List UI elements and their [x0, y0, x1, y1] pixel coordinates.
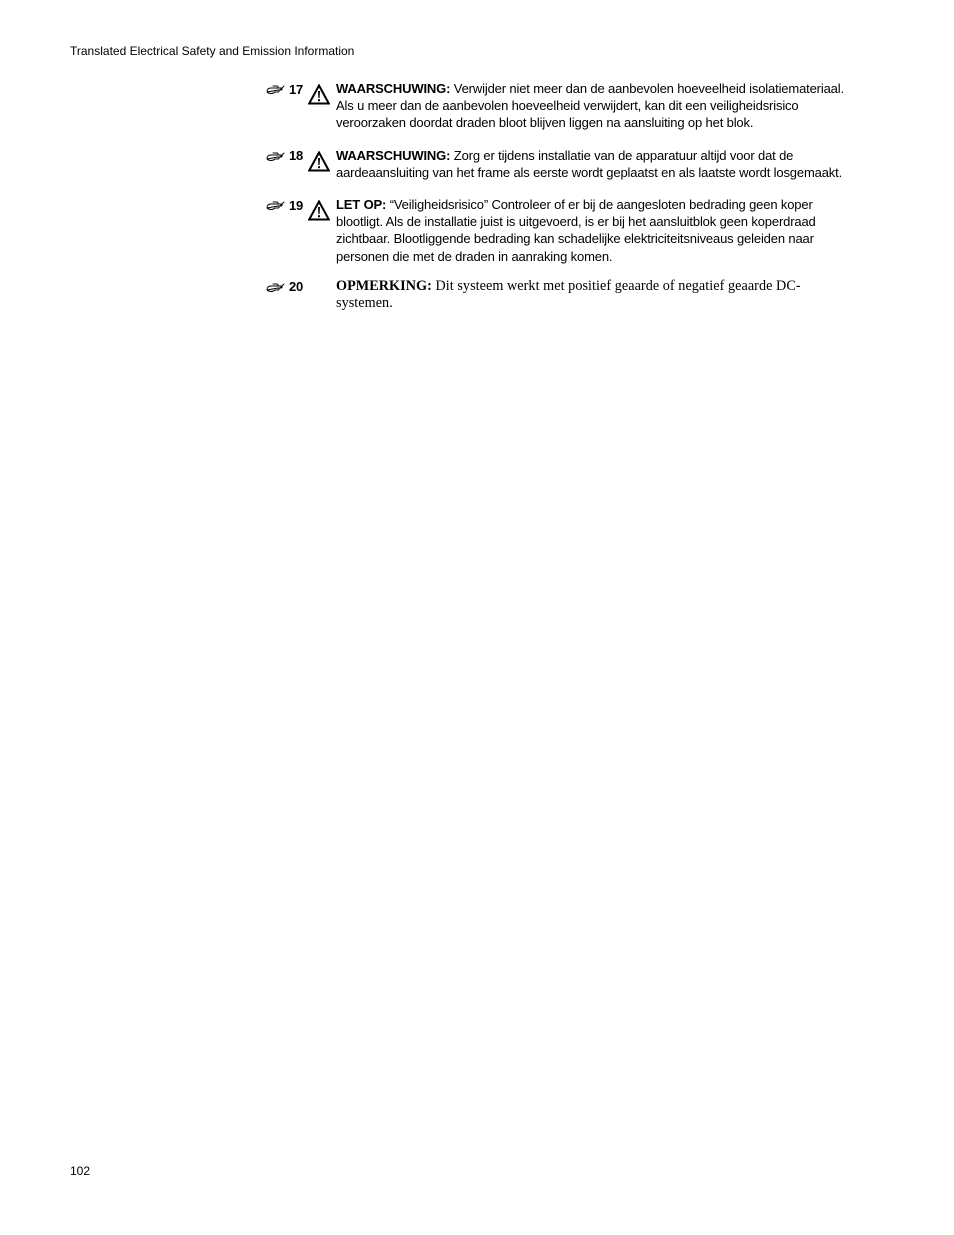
safety-notice-17: [266, 80, 846, 132]
entry-number: 19: [289, 197, 304, 213]
notice-body: Zorg er tijdens installatie van de apparatuur altijd voor dat de aardeaansluiting van het frame als eerste wordt geplaatst en als laatste wordt losgemaakt.: [336, 147, 843, 180]
entry-number: 20: [289, 279, 304, 295]
notice-body: Verwijder niet meer dan de aanbevolen hoeveelheid isolatiemateriaal. Als u meer dan de aanbevolen hoeveelheid verwijdert, kan dit een veiligheidsrisico veroorzaken doordat draden bloot blijven liggen na aansluiting op het blok.: [336, 81, 844, 131]
entry-marker: [266, 81, 306, 97]
entry-text: [336, 278, 846, 312]
entry-text: [336, 80, 846, 132]
notice-label: WAARSCHUWING:: [336, 81, 451, 96]
notice-body: Dit systeem werkt met positief geaarde of negatief geaarde DC-systemen.: [336, 277, 801, 311]
page-number: 102: [70, 1164, 91, 1178]
entry-marker: [266, 148, 306, 164]
notice-body: “Veiligheidsrisico” Controleer of er bij de aangesloten bedrading geen koper blootligt. Als de installatie juist is uitgevoerd, is er bij het aansluitblok geen koperdraad zichtbaar. Blootliggende bedrading kan schadelijke elektriciteitsniveaus geleiden naar personen die met de draden in aanraking komen.: [336, 197, 816, 264]
safety-notice-19: [266, 196, 846, 265]
pointing-hand-icon: [266, 199, 286, 211]
warning-triangle-icon: [308, 200, 330, 221]
notice-label: OPMERKING:: [336, 277, 432, 294]
running-header: Translated Electrical Safety and Emission Information: [70, 44, 355, 58]
entry-text: [336, 147, 846, 181]
pointing-hand-icon: [266, 281, 286, 293]
pointing-hand-icon: [266, 83, 286, 95]
entry-number: 17: [289, 81, 304, 97]
notice-label: WAARSCHUWING:: [336, 147, 451, 163]
entry-text: [336, 196, 846, 265]
entry-marker: [266, 279, 306, 295]
entry-marker: [266, 197, 306, 213]
warning-triangle-icon: [308, 151, 330, 172]
notice-label: LET OP:: [336, 197, 387, 213]
entry-number: 18: [289, 148, 304, 164]
safety-notice-20: [266, 278, 846, 312]
warning-triangle-icon: [308, 84, 330, 105]
pointing-hand-icon: [266, 150, 286, 162]
safety-notice-list: [266, 80, 846, 312]
safety-notice-18: [266, 147, 846, 181]
